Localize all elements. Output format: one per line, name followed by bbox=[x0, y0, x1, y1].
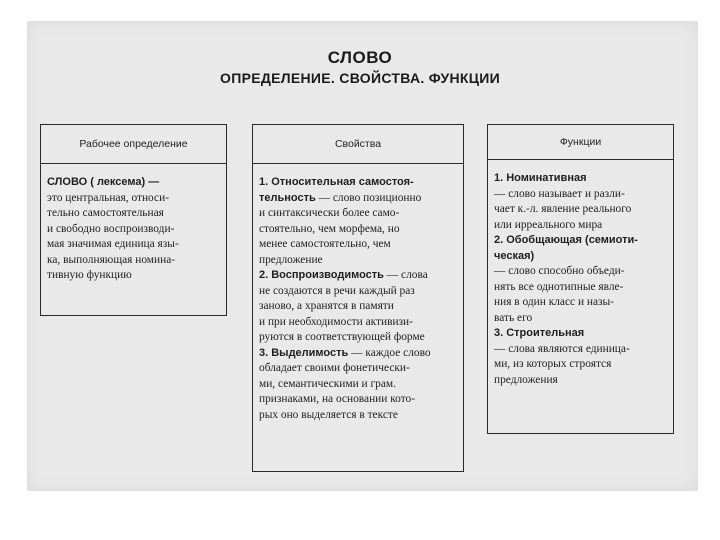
property-3-line: обладает своими фонетически- bbox=[259, 362, 410, 374]
property-1-line: стоятельно, чем морфема, но bbox=[259, 222, 400, 235]
property-1-title-cont: тельность bbox=[259, 191, 316, 204]
definition-body bbox=[47, 175, 222, 284]
definition-line: тельно самостоятельная bbox=[47, 207, 164, 219]
page-subtitle: ОПРЕДЕЛЕНИЕ. СВОЙСТВА. ФУНКЦИИ bbox=[220, 70, 500, 86]
function-1-line: чает к.-л. явление реального bbox=[494, 203, 632, 215]
function-2-title-cont: ческая) bbox=[494, 249, 535, 262]
property-3-rest: — каждое слово bbox=[348, 346, 431, 359]
functions-column bbox=[487, 124, 674, 434]
property-1-line: предложение bbox=[259, 253, 323, 266]
function-3-line: предложения bbox=[494, 373, 558, 386]
property-2-line: руются в соответствующей форме bbox=[259, 331, 425, 343]
function-2-title: 2. Обобщающая (семиоти- bbox=[494, 234, 638, 246]
property-1-line: и синтаксически более само- bbox=[259, 207, 400, 219]
property-2-line: не создаются в речи каждый раз bbox=[259, 284, 415, 297]
functions-header: Функции bbox=[488, 125, 673, 160]
properties-column bbox=[252, 124, 464, 472]
definition-line: ка, выполняющая номина- bbox=[47, 253, 176, 266]
function-2-line: нять все однотипные явле- bbox=[494, 280, 624, 293]
definition-line: тивную функцию bbox=[47, 269, 132, 281]
properties-body bbox=[259, 175, 459, 423]
function-1-title: 1. Номинативная bbox=[494, 172, 587, 184]
property-3-line: признаками, на основании кото- bbox=[259, 393, 416, 405]
property-2-title: 2. Воспроизводимость bbox=[259, 269, 384, 281]
function-2-line: вать его bbox=[494, 311, 533, 324]
definition-line: и свободно воспроизводи- bbox=[47, 222, 175, 235]
property-2-line: и при необходимости активизи- bbox=[259, 315, 413, 328]
function-2-line: ния в один класс и назы- bbox=[494, 296, 614, 308]
function-3-line: ми, из которых строятся bbox=[494, 358, 612, 370]
property-1-title: 1. Относительная самостоя- bbox=[259, 176, 414, 188]
property-3-line: рых оно выделяется в тексте bbox=[259, 408, 398, 421]
page-title: СЛОВО bbox=[327, 48, 393, 67]
functions-body bbox=[494, 171, 669, 388]
function-3-line: — слова являются единица- bbox=[494, 342, 630, 355]
property-1-line: менее самостоятельно, чем bbox=[259, 238, 391, 250]
properties-header: Свойства bbox=[253, 125, 463, 164]
function-3-title: 3. Строительная bbox=[494, 327, 585, 339]
property-3-title: 3. Выделимость bbox=[259, 346, 349, 359]
definition-lead: СЛОВО ( лексема) — bbox=[47, 176, 160, 188]
property-1-rest: — слово позиционно bbox=[315, 191, 422, 204]
property-3-line: ми, семантическими и грам. bbox=[259, 377, 396, 390]
property-2-rest: — слова bbox=[383, 269, 428, 281]
function-1-line: или ирреального мира bbox=[494, 218, 603, 231]
definition-line: мая значимая единица язы- bbox=[47, 238, 179, 250]
property-2-line: заново, а хранятся в памяти bbox=[259, 300, 394, 312]
definition-column bbox=[40, 124, 227, 316]
function-2-line: — слово способно объеди- bbox=[494, 265, 625, 277]
definition-header: Рабочее определение bbox=[41, 125, 226, 164]
function-1-line: — слово называет и разли- bbox=[494, 187, 625, 200]
definition-line: это центральная, относи- bbox=[47, 191, 169, 204]
